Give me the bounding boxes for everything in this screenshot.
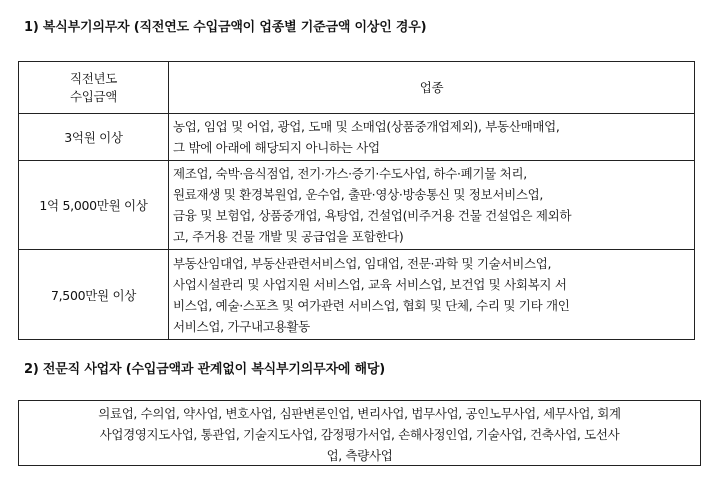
header-amount: 직전년도 수입금액 xyxy=(19,62,169,114)
section-1-heading: 1) 복식부기의무자 (직전연도 수입금액이 업종별 기준금액 이상인 경우) xyxy=(24,20,427,35)
row-amount: 1억 5,000만원 이상 xyxy=(19,161,169,250)
professional-business-list: 의료업, 수의업, 약사업, 변호사업, 심판변론인업, 변리사업, 법무사업, 공인노무사업, 세무사업, 회계 사업경영지도사업, 통관업, 기술지도사업, 감정평가서업, 손해사정인업, 기술사업, 건축사업, 도선사 업, 측량사업 xyxy=(18,400,701,466)
row-industries: 제조업, 숙박·음식점업, 전기·가스·증기·수도사업, 하수·폐기물 처리, 원료재생 및 환경복원업, 운수업, 출판·영상·방송통신 및 정보서비스업, 금융 및 보험업, 상품중개업, 욕탕업, 건설업(비주거용 건물 건설업은 제외하 고, 주거용 건물 개발 및 공급업을 포함한다) xyxy=(169,161,695,250)
row-industries: 농업, 임업 및 어업, 광업, 도매 및 소매업(상품중개업제외), 부동산매매업, 그 밖에 아래에 해당되지 아니하는 사업 xyxy=(169,114,695,161)
table-row xyxy=(19,114,695,161)
table-header-row xyxy=(19,62,695,114)
row-amount: 3억원 이상 xyxy=(19,114,169,161)
revenue-threshold-table xyxy=(18,61,695,340)
row-industries: 부동산임대업, 부동산관련서비스업, 임대업, 전문·과학 및 기술서비스업, 사업시설관리 및 사업지원 서비스업, 교육 서비스업, 보건업 및 사회복지 서 비스업, 예술·스포츠 및 여가관련 서비스업, 협회 및 단체, 수리 및 기타 개인 서비스업, 가구내고용활동 xyxy=(169,250,695,340)
header-industry: 업종 xyxy=(169,62,695,114)
table-row xyxy=(19,250,695,340)
section-2-heading: 2) 전문직 사업자 (수입금액과 관계없이 복식부기의무자에 해당) xyxy=(24,362,385,377)
row-amount: 7,500만원 이상 xyxy=(19,250,169,340)
table-row xyxy=(19,161,695,250)
